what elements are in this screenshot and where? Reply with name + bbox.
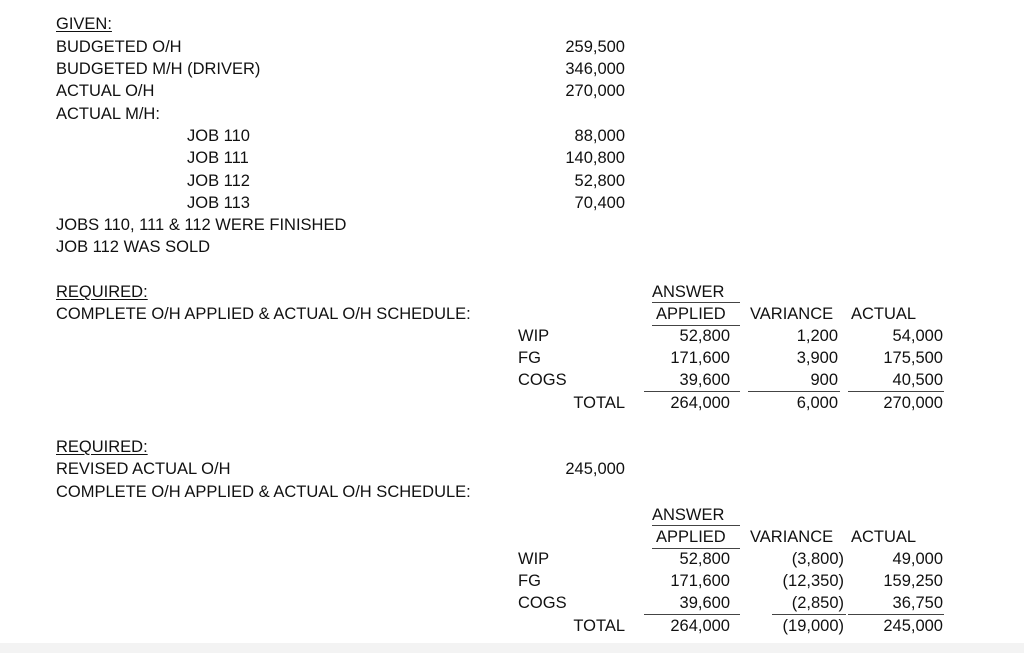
bottom-edge: [0, 643, 1024, 653]
answer1-underline: [652, 302, 740, 303]
budgeted-mh-value: 346,000: [565, 60, 625, 78]
total1-applied: 264,000: [670, 394, 730, 412]
total2-variance: (19,000): [782, 617, 844, 635]
fg2-actual: 159,250: [883, 572, 943, 590]
job-112-label: JOB 112: [187, 172, 250, 190]
cogs2-label: COGS: [518, 594, 567, 612]
fg2-variance: (12,350): [782, 572, 844, 590]
fg2-label: FG: [518, 572, 541, 590]
required1-heading: REQUIRED:: [56, 283, 148, 301]
wip2-applied: 52,800: [679, 550, 730, 568]
required1-text: COMPLETE O/H APPLIED & ACTUAL O/H SCHEDULE:: [56, 305, 471, 323]
required2-text: COMPLETE O/H APPLIED & ACTUAL O/H SCHEDULE:: [56, 483, 471, 501]
fg1-applied: 171,600: [670, 349, 730, 367]
cogs1-applied: 39,600: [679, 371, 730, 389]
budgeted-mh-label: BUDGETED M/H (DRIVER): [56, 60, 261, 78]
actual1-total-rule: [848, 391, 944, 392]
cogs2-actual: 36,750: [892, 594, 943, 612]
fg1-variance: 3,900: [796, 349, 838, 367]
variance2-header: VARIANCE: [750, 528, 834, 546]
total1-variance: 6,000: [796, 394, 838, 412]
cogs1-label: COGS: [518, 371, 567, 389]
note-sold: JOB 112 WAS SOLD: [56, 238, 211, 256]
total2-applied: 264,000: [670, 617, 730, 635]
cogs2-variance: (2,850): [791, 594, 844, 612]
note-finished: JOBS 110, 111 & 112 WERE FINISHED: [56, 216, 347, 234]
variance2-total-rule: [772, 614, 846, 615]
wip1-actual: 54,000: [892, 327, 943, 345]
cogs2-applied: 39,600: [679, 594, 730, 612]
job-113-label: JOB 113: [187, 194, 250, 212]
answer2-underline: [652, 525, 740, 526]
fg2-applied: 171,600: [670, 572, 730, 590]
wip1-label: WIP: [518, 327, 550, 345]
variance1-total-rule: [748, 391, 840, 392]
cogs1-actual: 40,500: [892, 371, 943, 389]
job-110-label: JOB 110: [187, 127, 250, 145]
applied2-total-rule: [644, 614, 740, 615]
answer1-label: ANSWER: [652, 283, 725, 301]
total1-actual: 270,000: [883, 394, 943, 412]
job-111-label: JOB 111: [187, 149, 249, 167]
budgeted-oh-value: 259,500: [565, 38, 625, 56]
cogs1-variance: 900: [810, 371, 838, 389]
wip2-label: WIP: [518, 550, 550, 568]
job-110-value: 88,000: [574, 127, 625, 145]
actual1-header: ACTUAL: [851, 305, 917, 323]
total2-actual: 245,000: [883, 617, 943, 635]
job-111-value: 140,800: [565, 149, 625, 167]
fg1-label: FG: [518, 349, 541, 367]
required2-heading: REQUIRED:: [56, 438, 148, 456]
wip1-applied: 52,800: [679, 327, 730, 345]
applied2-header: APPLIED: [656, 528, 726, 546]
wip2-variance: (3,800): [791, 550, 844, 568]
revised-actual-oh-label: REVISED ACTUAL O/H: [56, 460, 231, 478]
wip2-actual: 49,000: [892, 550, 943, 568]
job-113-value: 70,400: [574, 194, 625, 212]
actual-mh-label: ACTUAL M/H:: [56, 105, 160, 123]
total2-label: TOTAL: [573, 617, 625, 635]
actual-oh-value: 270,000: [565, 82, 625, 100]
applied1-total-rule: [644, 391, 740, 392]
applied1-header: APPLIED: [656, 305, 726, 323]
given-heading: GIVEN:: [56, 15, 112, 33]
budgeted-oh-label: BUDGETED O/H: [56, 38, 182, 56]
total1-label: TOTAL: [573, 394, 625, 412]
job-112-value: 52,800: [574, 172, 625, 190]
wip1-variance: 1,200: [796, 327, 838, 345]
actual-oh-label: ACTUAL O/H: [56, 82, 155, 100]
revised-actual-oh-value: 245,000: [565, 460, 625, 478]
actual2-header: ACTUAL: [851, 528, 917, 546]
actual2-total-rule: [848, 614, 944, 615]
fg1-actual: 175,500: [883, 349, 943, 367]
answer2-label: ANSWER: [652, 506, 725, 524]
variance1-header: VARIANCE: [750, 305, 834, 323]
